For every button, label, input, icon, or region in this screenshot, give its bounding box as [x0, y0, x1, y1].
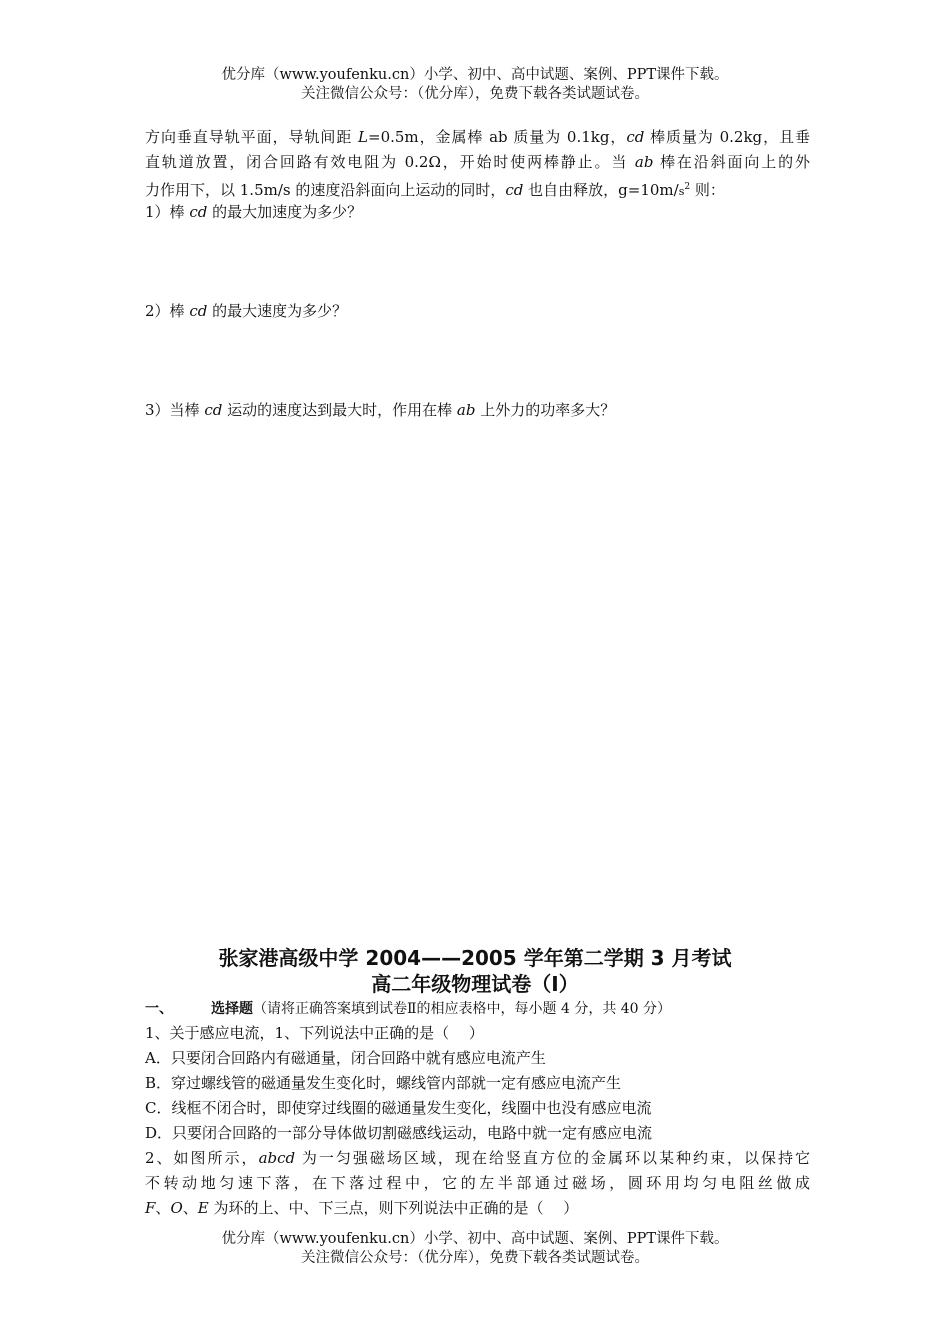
footer-line-1: 优分库（www.youfenku.cn）小学、初中、高中试题、案例、PPT课件下载。 [221, 1231, 729, 1247]
question-1-option-a: A．只要闭合回路内有磁通量，闭合回路中就有感应电流产生 [145, 1049, 546, 1067]
question-2-line-1: 2、如图所示，abcd 为一匀强磁场区域，现在给竖直方位的金属环以某种约束，以保持它 [145, 1149, 811, 1167]
exam-subtitle: 高二年级物理试卷（Ⅰ） [371, 972, 579, 996]
footer-line-2: 关注微信公众号：（优分库），免费下载各类试题试卷。 [301, 1250, 649, 1266]
question-2-line-2: 不转动地匀速下落，在下落过程中，它的左半部通过磁场，圆环用均匀电阻丝做成 [145, 1174, 810, 1192]
problem-line-1: 方向垂直导轨平面，导轨间距 L=0.5m，金属棒 ab 质量为 0.1kg，cd 棒质量为 0.2kg，且垂 [145, 128, 810, 146]
sub-question-2: 2）棒 cd 的最大速度为多少？ [145, 302, 348, 320]
sub-question-1: 1）棒 cd 的最大加速度为多少？ [145, 203, 363, 221]
question-2-line-3: F、O、E 为环的上、中、下三点，则下列说法中正确的是（ ） [145, 1199, 579, 1217]
problem-line-2: 直轨道放置，闭合回路有效电阻为 0.2Ω，开始时使两棒静止。当 ab 棒在沿斜面向上的外 [145, 153, 810, 171]
sub-question-3: 3）当棒 cd 运动的速度达到最大时，作用在棒 ab 上外力的功率多大？ [145, 401, 616, 419]
header-line-2: 关注微信公众号：（优分库），免费下载各类试题试卷。 [301, 86, 649, 102]
exam-title: 张家港高级中学 2004——2005 学年第二学期 3 月考试 [218, 946, 732, 970]
problem-line-3: 力作用下，以 1.5m/s 的速度沿斜面向上运动的同时，cd 也自由释放，$g=10m/s^2$ 则： [145, 181, 725, 199]
question-1-option-b: B．穿过螺线管的磁通量发生变化时，螺线管内部就一定有感应电流产生 [145, 1074, 622, 1092]
question-1: 1、关于感应电流，1、下列说法中正确的是（ ） [145, 1024, 484, 1042]
question-1-option-d: D．只要闭合回路的一部分导体做切割磁感线运动，电路中就一定有感应电流 [145, 1124, 653, 1142]
section-heading: 一、 选择题（请将正确答案填到试卷Ⅱ的相应表格中，每小题 4 分，共 40 分） [145, 1001, 672, 1017]
question-1-option-c: C．线框不闭合时，即使穿过线圈的磁通量发生变化，线圈中也没有感应电流 [145, 1099, 652, 1117]
header-line-1: 优分库（www.youfenku.cn）小学、初中、高中试题、案例、PPT课件下载。 [221, 67, 729, 83]
